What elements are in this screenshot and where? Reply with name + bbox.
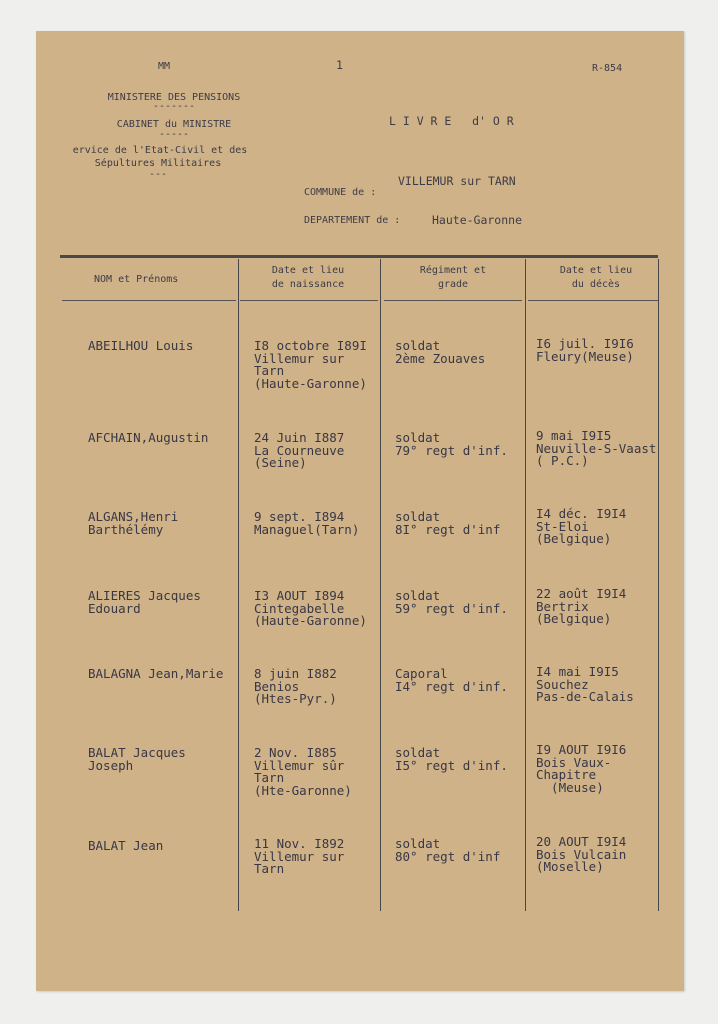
column-header-death: Date et lieu (559, 265, 633, 276)
column-divider (238, 259, 239, 911)
cell-regiment: soldat 8I° regt d'inf (395, 509, 501, 537)
cell-regiment: soldat 80° regt d'inf (395, 836, 501, 864)
cell-name: BALAT Jean (88, 838, 164, 853)
column-divider (658, 259, 659, 911)
cell-name: AFCHAIN,Augustin (88, 430, 209, 445)
cell-death: 22 août I9I4 Bertrix (Belgique) (536, 586, 627, 627)
document-title: L I V R E d' O R (389, 114, 514, 128)
column-header-birth: Date et lieu (271, 265, 345, 276)
header-underline (384, 300, 522, 301)
departement-value: Haute-Garonne (432, 213, 523, 227)
cell-regiment: Caporal I4° regt d'inf. (395, 666, 508, 694)
cell-regiment: soldat I5° regt d'inf. (395, 745, 508, 773)
document-page (36, 31, 684, 991)
cell-name: ALGANS,Henri Barthélémy (88, 509, 179, 537)
cell-birth: 9 sept. I894 Managuel(Tarn) (254, 509, 360, 537)
cell-regiment: soldat 2ème Zouaves (395, 338, 486, 366)
table-top-rule (60, 255, 658, 258)
service-name-line1: ervice de l'Etat-Civil et des (72, 145, 248, 156)
cell-birth: 8 juin I882 Benios (Htes-Pyr.) (254, 666, 337, 707)
separator-dashes: ----- (158, 129, 190, 140)
cell-birth: I3 AOUT I894 Cintegabelle (Haute-Garonne) (254, 588, 367, 629)
cell-regiment: soldat 59° regt d'inf. (395, 588, 508, 616)
cell-name: ABEILHOU Louis (88, 338, 194, 353)
cell-death: I4 déc. I9I4 St-Eloi (Belgique) (536, 506, 627, 547)
header-initials: MM (158, 61, 171, 72)
cell-name: BALAGNA Jean,Marie (88, 666, 224, 681)
column-divider (525, 259, 526, 911)
header-underline (62, 300, 236, 301)
cell-birth: 24 Juin I887 La Courneuve (Seine) (254, 430, 345, 471)
separator-dashes: ------- (152, 101, 196, 112)
column-header-regiment: grade (437, 279, 469, 290)
column-header-regiment: Régiment et (419, 265, 487, 276)
cell-death: I6 juil. I9I6 Fleury(Meuse) (536, 336, 634, 364)
column-header-name: NOM et Prénoms (94, 274, 179, 285)
reference-number: R-854 (592, 63, 623, 74)
cell-birth: 2 Nov. I885 Villemur sûr Tarn (Hte-Garonne) (254, 745, 352, 798)
cell-regiment: soldat 79° regt d'inf. (395, 430, 508, 458)
cell-birth: 11 Nov. I892 Villemur sur Tarn (254, 836, 345, 877)
column-header-birth: de naissance (271, 279, 345, 290)
cabinet-name: CABINET du MINISTRE (116, 119, 232, 130)
cell-death: I4 mai I9I5 Souchez Pas-de-Calais (536, 664, 634, 705)
cell-death: I9 AOUT I9I6 Bois Vaux- Chapitre (Meuse) (536, 742, 627, 795)
separator-dashes: --- (148, 169, 168, 180)
cell-death: 20 AOUT I9I4 Bois Vulcain (Moselle) (536, 834, 627, 875)
cell-name: ALIERES Jacques Edouard (88, 588, 201, 616)
header-underline (240, 300, 378, 301)
commune-value: VILLEMUR sur TARN (398, 174, 516, 188)
column-divider (380, 259, 381, 911)
departement-label: DEPARTEMENT de : (304, 215, 401, 226)
service-name-line2: Sépultures Militaires (94, 158, 222, 169)
cell-name: BALAT Jacques Joseph (88, 745, 186, 773)
page-number: 1 (336, 58, 343, 72)
commune-label: COMMUNE de : (304, 187, 377, 198)
cell-birth: I8 octobre I89I Villemur sur Tarn (Haute-Garonne) (254, 338, 367, 391)
header-underline (528, 300, 658, 301)
ministry-name: MINISTERE DES PENSIONS (107, 92, 241, 103)
cell-death: 9 mai I9I5 Neuville-S-Vaast ( P.C.) (536, 428, 657, 469)
column-header-death: du décès (571, 279, 621, 290)
